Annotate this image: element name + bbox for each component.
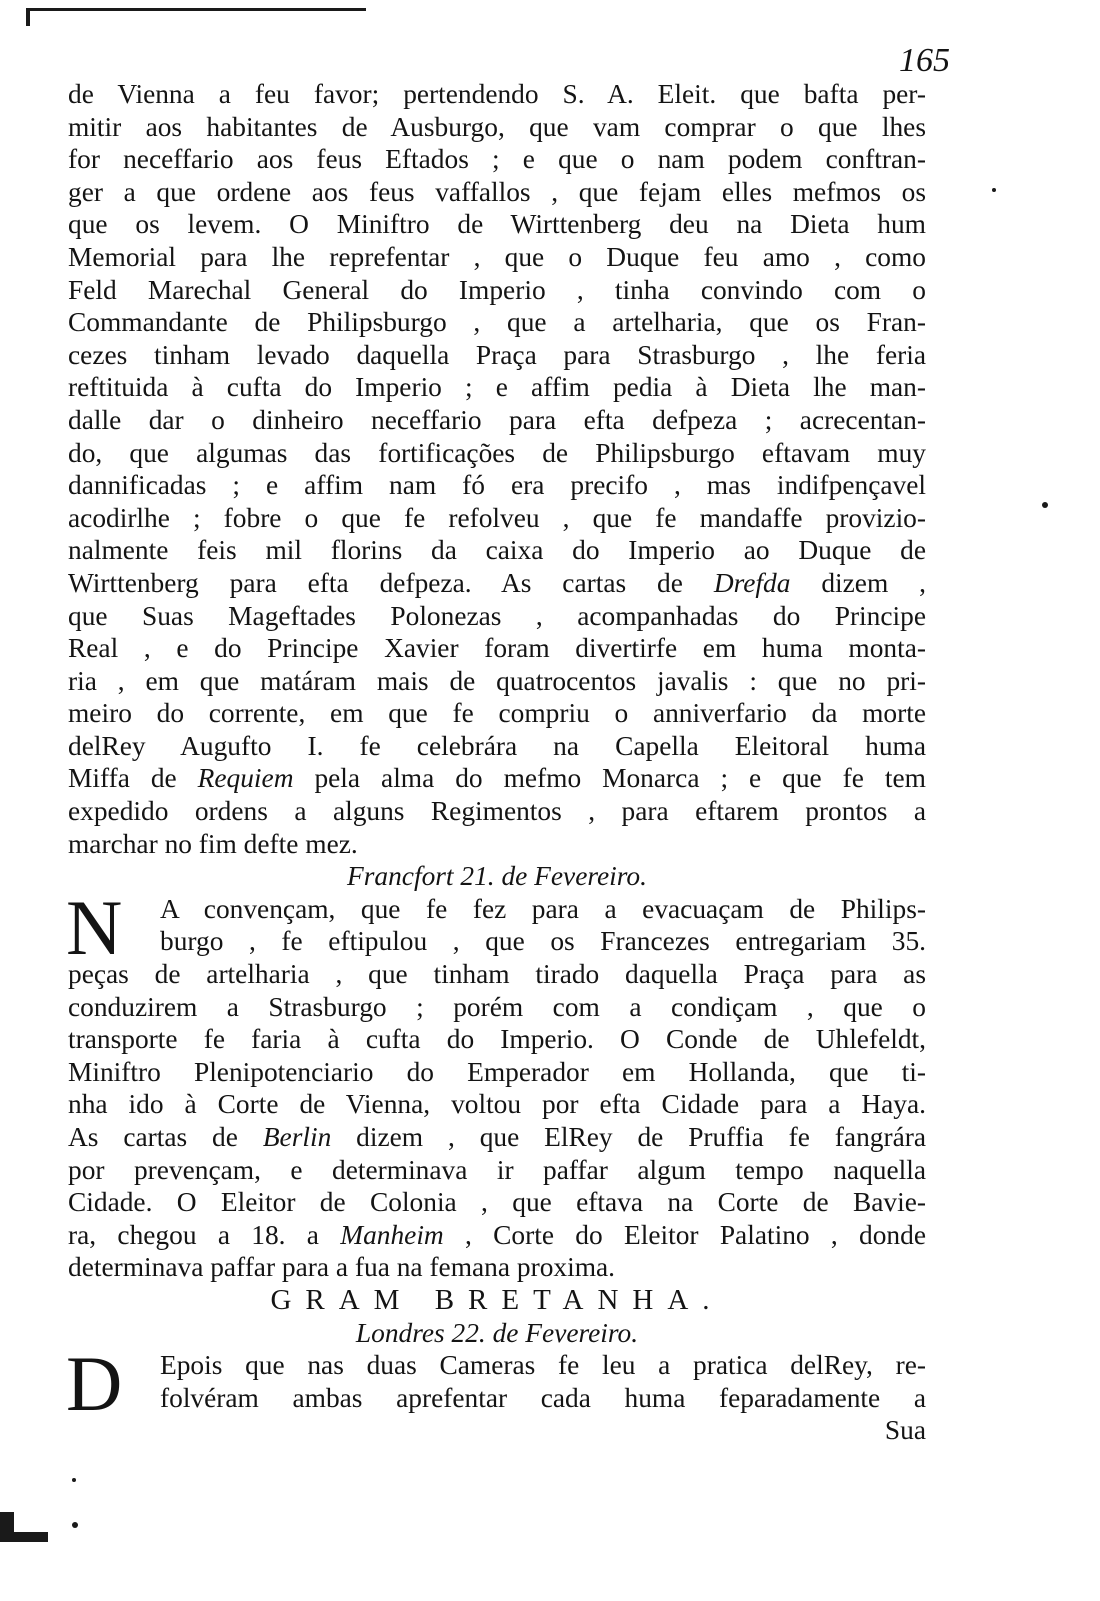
- margin-speck: [72, 1522, 78, 1528]
- margin-speck: [1042, 502, 1048, 508]
- place-name-mannheim: Manheim: [340, 1219, 444, 1250]
- text-line: nalmente feis mil florins da caixa do Imperio ao Duque de: [68, 535, 926, 566]
- catchword: Sua: [884, 1415, 926, 1446]
- text-line: ria , em que matáram mais de quatrocentos javalis : que no pri-: [68, 665, 926, 696]
- text-line: Feld Marechal General do Imperio , tinha convindo com o: [68, 274, 926, 305]
- article-text: [68, 78, 926, 1447]
- text-line: reftituida à cufta do Imperio ; e affim pedia à Dieta lhe man-: [68, 372, 926, 403]
- text-line: ger a que ordene aos feus vaffallos , que fejam elles mefmos os: [68, 176, 926, 207]
- text-fragment: dizem , que ElRey de Pruffia fe fangrára: [356, 1122, 927, 1152]
- text-fragment: As cartas de: [500, 567, 683, 598]
- text-line-mixed: [68, 567, 926, 600]
- paragraph-vienna: [68, 78, 926, 860]
- text-fragment: Miffa de: [68, 763, 177, 794]
- text-line: determinava paffar para a fua na femana proxima.: [68, 1252, 616, 1283]
- text-line: de Vienna a feu favor; pertendendo S. A. Eleit. que bafta per-: [68, 79, 926, 109]
- paragraph-frankfurt: [66, 883, 927, 1284]
- text-line: por prevençam, e determinava ir paffar algum tempo naquella: [68, 1154, 926, 1185]
- text-line: folvéram ambas aprefentar cada huma feparadamente a: [160, 1382, 926, 1413]
- text-line-mixed: [68, 762, 926, 795]
- text-fragment: pela alma do mefmo Monarca ; e que fe tem: [314, 763, 926, 794]
- text-line: acodirlhe ; fobre o que fe refolveu , que fe mandaffe provizio-: [68, 502, 926, 533]
- text-line: delRey Augufto I. fe celebrára na Capella Eleitoral huma: [68, 730, 926, 761]
- top-rule: [26, 8, 366, 11]
- margin-speck: [992, 188, 996, 192]
- requiem-word: Requiem: [197, 763, 294, 794]
- text-line: dalle dar o dinheiro neceffario para efta defpeza ; acrecentan-: [68, 404, 926, 435]
- text-line: Real , e do Principe Xavier foram divertirfe em huma monta-: [68, 633, 926, 664]
- text-line: do, que algumas das fortificações de Philipsburgo eftavam muy: [68, 437, 926, 468]
- place-name-dresden: Drefda: [713, 567, 791, 598]
- text-fragment: As cartas de: [68, 1122, 238, 1152]
- text-line: marchar no fim defte mez.: [68, 828, 358, 859]
- text-line-mixed: [68, 1219, 926, 1252]
- text-line: mitir aos habitantes de Ausburgo, que vam comprar o que lhes: [68, 111, 926, 142]
- text-line: cezes tinham levado daquella Praça para Strasburgo , lhe feria: [68, 339, 926, 370]
- page-number: 165: [899, 42, 950, 79]
- text-line: Memorial para lhe reprefentar , que o Duque feu amo , como: [68, 241, 926, 272]
- text-line: Commandante de Philipsburgo , que a artelharia, que os Fran-: [68, 307, 926, 338]
- text-line: Cidade. O Eleitor de Colonia , que eftava na Corte de Bavie-: [68, 1187, 926, 1218]
- text-line: que Suas Mageftades Polonezas , acompanhadas do Principe: [68, 600, 926, 631]
- text-line: que os levem. O Miniftro de Wirttenberg deu na Dieta hum: [68, 209, 926, 240]
- text-fragment: Wirttenberg para efta defpeza.: [68, 567, 472, 598]
- text-line: peças de artelharia , que tinham tirado daquella Praça para as: [68, 959, 926, 990]
- dateline-london: Londres 22. de Fevereiro.: [355, 1317, 639, 1348]
- text-line-mixed: [68, 1121, 926, 1154]
- text-line: expedido ordens a alguns Regimentos , para eftarem prontos a: [68, 796, 926, 827]
- text-line: transporte fe faria à cufta do Imperio. O Conde de Uhlefeldt,: [68, 1024, 926, 1055]
- text-line: for neceffario aos feus Eftados ; e que o nam podem conftran-: [68, 144, 926, 175]
- paragraph-london: [66, 1340, 926, 1428]
- text-line: nha ido à Corte de Vienna, voltou por efta Cidade para a Haya.: [68, 1089, 926, 1120]
- margin-speck: [72, 1478, 76, 1482]
- text-line: meiro do corrente, em que fe compriu o anniverfario da morte: [68, 698, 926, 729]
- text-line: conduzirem a Strasburgo ; porém com a condiçam , que o: [68, 991, 926, 1022]
- drop-cap-n: N: [66, 883, 123, 971]
- text-line: dannificadas ; e affim nam fó era precifo , mas indifpençavel: [68, 470, 926, 501]
- place-name-berlin: Berlin: [262, 1122, 332, 1152]
- text-fragment: ra, chegou a 18. a: [68, 1219, 319, 1250]
- top-rule-tick: [26, 8, 30, 26]
- section-heading-great-britain: GRAM BRETANHA.: [270, 1283, 724, 1316]
- text-fragment: , Corte do Eleitor Palatino , donde: [465, 1219, 926, 1250]
- text-line: A convençam, que fe fez para a evacuaçam de Philips-: [160, 893, 926, 924]
- left-edge-mark-tail: [0, 1512, 14, 1542]
- text-line: Epois que nas duas Cameras fe leu a pratica delRey, re-: [160, 1350, 926, 1381]
- text-fragment: dizem ,: [821, 567, 926, 598]
- text-line: burgo , fe eftipulou , que os Francezes entregariam 35.: [160, 926, 926, 957]
- dateline-frankfurt: Francfort 21. de Fevereiro.: [347, 861, 647, 892]
- text-line: Miniftro Plenipotenciario do Emperador em Hollanda, que ti-: [68, 1056, 926, 1087]
- drop-cap-d: D: [66, 1340, 123, 1428]
